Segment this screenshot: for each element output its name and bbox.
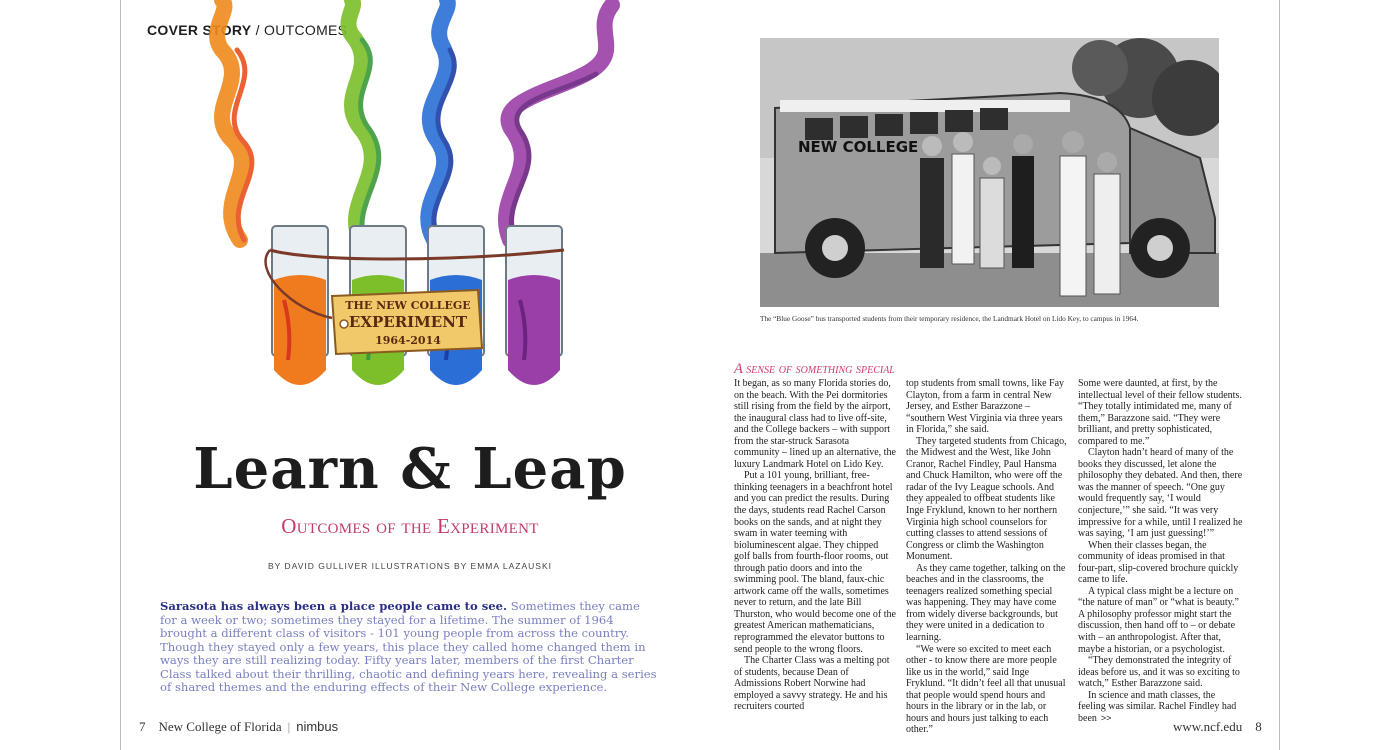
body-column-2 bbox=[906, 378, 1068, 736]
paragraph: top students from small towns, like Fay Clayton, from a farm in central New Jersey, and Esther Barazzone – “southern West Virginia via three years in Florida,” she said. bbox=[906, 378, 1065, 436]
photo-caption: The “Blue Goose” bus transported students from their temporary residence, the Landmark Hotel on Lido Key, to campus in 1964. bbox=[760, 314, 1139, 323]
svg-text:THE NEW COLLEGE: THE NEW COLLEGE bbox=[345, 299, 471, 312]
page-right-edge bbox=[1279, 0, 1280, 750]
publisher-name: New College of Florida bbox=[158, 719, 282, 734]
paragraph: When their classes began, the community of ideas promised in that four-part, slip-covered brochure quickly came to life. bbox=[1078, 539, 1239, 586]
article-subhead: Outcomes of the Experiment bbox=[281, 514, 539, 538]
article-headline: Learn & Leap bbox=[193, 436, 627, 502]
paragraph: “They demonstrated the integrity of ideas before us, and it was so exciting to watch,” Esther Barazzone said. bbox=[1078, 655, 1240, 690]
paragraph: As they came together, talking on the beaches and in the classrooms, the teenagers realized something special was happening. They may have come from widely diverse backgrounds, but they were united in a dedication to learning. bbox=[906, 562, 1066, 644]
paragraph: Some were daunted, at first, by the intellectual level of their fellow students. “They totally intimidated me, many of them,” Barazzone said. “They were brilliant, and pretty sophisticated, compared to me.” bbox=[1078, 378, 1242, 447]
svg-text:1964-2014: 1964-2014 bbox=[375, 334, 441, 347]
deck-body: Sometimes they came for a week or two; sometimes they stayed for a lifetime. The summer of 1964 brought a different class of visitors - 101 young people from across the country. Though they stayed only a few years, this place they called home changed them in ways they are still realizing today. Fifty years later, members of the first Charter Class talked about their thrilling, chaotic and defining years here, revealing a series of shared themes and the enduring effects of their New College experience. bbox=[160, 599, 657, 694]
paragraph: Clayton hadn’t heard of many of the books they discussed, let alone the philosophy they debated. And then, there was the manner of speech. “One guy would frequently say, ‘I would conjecture,’” she said. “It was very impressive for a while, until I realized he was saying, ‘I am just guessing!’” bbox=[1078, 447, 1243, 540]
section-heading: A sense of something special bbox=[734, 361, 895, 377]
left-footer bbox=[139, 719, 338, 735]
deck-lead: Sarasota has always been a place people came to see. bbox=[160, 599, 508, 613]
continued-marker: >> bbox=[1100, 712, 1112, 723]
body-column-1 bbox=[734, 378, 896, 713]
paragraph: Put a 101 young, brilliant, free-thinking teenagers in a beachfront hotel and you can predict the results. During the days, students read Rachel Carson books on the sands, and at night they swam in water teeming with bioluminescent algae. They chipped golf balls from fourth-floor rooms, out through patio doors and into the swimming pool. The bland, faux-chic artwork came off the walls, sometimes never to return, and the late Bill Thurston, who would become one of the greatest American mathematicians, reprogrammed the elevator buttons to send people to the wrong floors. bbox=[734, 470, 896, 655]
purple-smoke bbox=[506, 5, 612, 240]
paragraph: “We were so excited to meet each other - to know there are more people like us in the world,” said Inge Fryklund. “It didn’t feel all that unusual that people would spend hours and hours in the library or in the lab, or hours and hours just talking to each other.” bbox=[906, 643, 1066, 736]
website-url: www.ncf.edu bbox=[1173, 719, 1243, 734]
right-page-number: 8 bbox=[1255, 719, 1262, 734]
svg-text:NEW COLLEGE: NEW COLLEGE bbox=[798, 138, 919, 156]
bus-photo bbox=[760, 38, 1219, 307]
page-left-edge bbox=[120, 0, 121, 750]
paragraph: They targeted students from Chicago, the Midwest and the West, like John Cranor, Rachel Findley, Paul Hansma and Chuck Hamilton, who were off the radar of the Ivy League schools. And they appealed to offbeat students like Inge Fryklund, known to her northern Virginia high school counselors for cutting classes to attend sessions of Congress or climb the Washington Monument. bbox=[906, 435, 1067, 563]
right-footer bbox=[1173, 719, 1262, 735]
byline: BY DAVID GULLIVER ILLUSTRATIONS BY EMMA LAZAUSKI bbox=[267, 561, 553, 571]
paragraph: A typical class might be a lecture on “the nature of man” or “what is beauty.” A philosophy professor might start the discussion, then hand off to – or debate with – an anthropologist. After that, maybe a historian, or a psychologist. bbox=[1078, 585, 1239, 655]
left-page-number: 7 bbox=[139, 719, 146, 734]
test-tubes-illustration bbox=[192, 0, 632, 405]
body-column-3 bbox=[1078, 378, 1243, 724]
section-kicker: COVER STORY / OUTCOMES bbox=[147, 22, 348, 38]
footer-divider: | bbox=[287, 719, 291, 734]
svg-text:EXPERIMENT: EXPERIMENT bbox=[348, 313, 468, 331]
paragraph: It began, as so many Florida stories do, on the beach. With the Pei dormitories still rising from the field by the airport, the inaugural class had to live off-site, and the College backers – with support from the star-struck Sarasota community – lined up an alternative, the luxury Landmark Hotel on Lido Key. bbox=[734, 378, 896, 470]
article-deck bbox=[160, 600, 660, 695]
paragraph: The Charter Class was a melting pot of students, because Dean of Admissions Robert Norwine had employed a savvy strategy. He and his recruiters courted bbox=[734, 655, 890, 713]
paragraph-text: In science and math classes, the feeling was similar. Rachel Findley had been bbox=[1078, 689, 1237, 724]
magazine-name: nimbus bbox=[296, 719, 339, 734]
experiment-tag bbox=[332, 290, 482, 354]
